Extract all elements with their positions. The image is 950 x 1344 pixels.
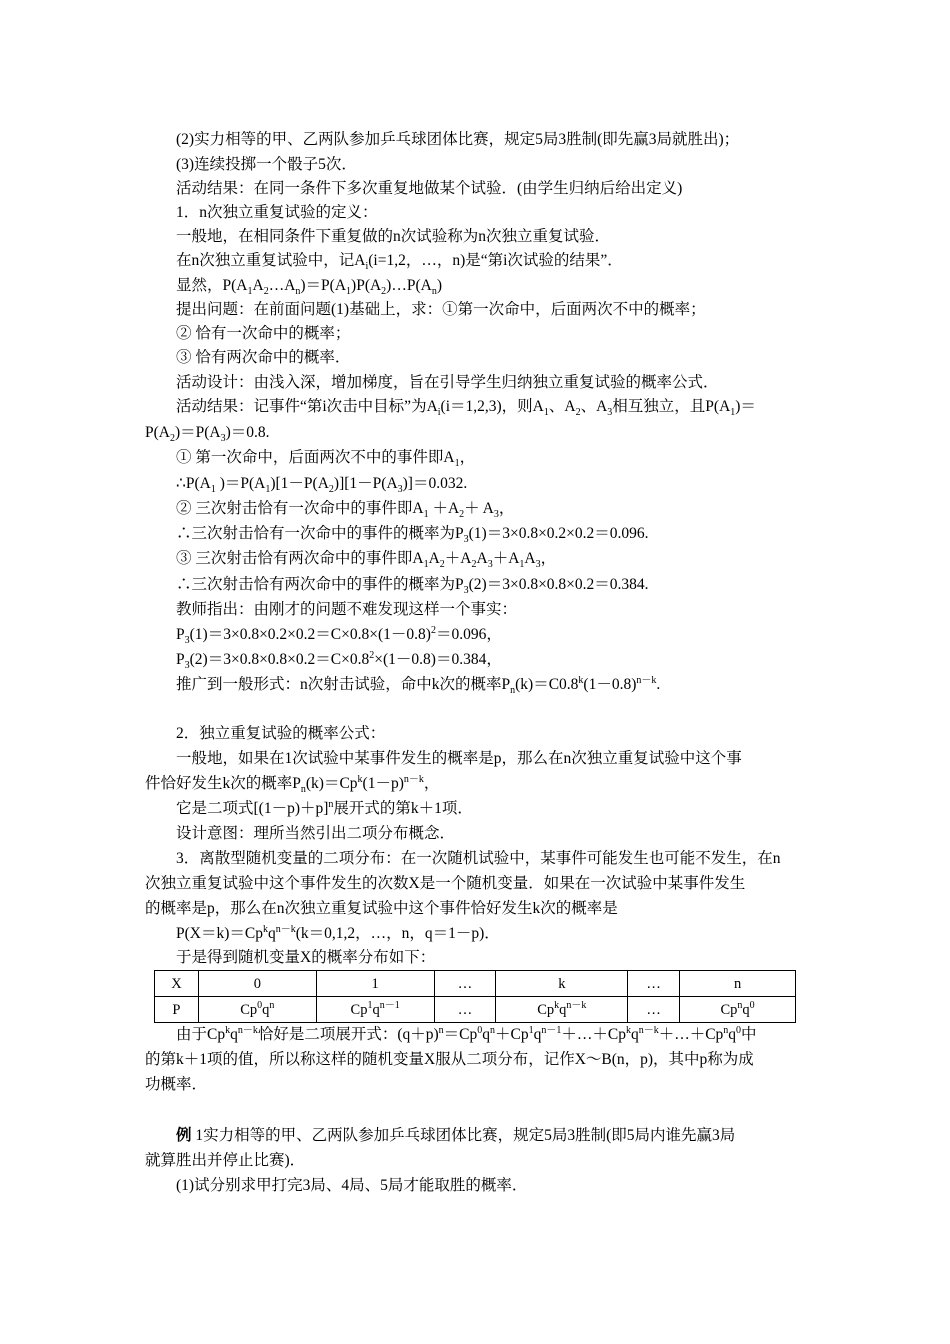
text: (2)实力相等的甲、乙两队参加乒乓球团体比赛，规定5局3胜制(即先赢3局就胜出)；: [176, 131, 740, 148]
text: ＋Cp: [495, 1026, 529, 1043]
formula-line: [176, 1023, 806, 1047]
superscript: k: [625, 1024, 631, 1036]
text: 、A: [580, 398, 608, 415]
subscript: 1: [423, 559, 429, 571]
superscript: k: [578, 674, 584, 686]
text: 设计意图：理所当然引出二项分布概念．: [176, 825, 456, 842]
text: ∴三次射击恰有一次命中的事件的概率为P: [176, 525, 464, 542]
text: (1)试分别求甲打完3局、4局、5局才能取胜的概率．: [176, 1177, 528, 1194]
text: ，: [459, 449, 476, 466]
text-line: [176, 946, 806, 970]
text: .: [656, 676, 661, 693]
text-line: [176, 346, 806, 370]
table-cell: P: [155, 997, 199, 1023]
superscript: k: [262, 923, 268, 935]
text: P(X＝k)＝Cp: [176, 925, 263, 942]
subscript: 2: [575, 407, 581, 419]
text: Cp: [537, 1001, 555, 1018]
superscript: k: [357, 773, 363, 785]
subscript: 2: [381, 286, 387, 298]
subscript: 1: [265, 484, 271, 496]
text: Cp: [350, 1001, 368, 1018]
text: (1)＝3×0.8×0.2×0.2＝0.096.: [468, 525, 649, 542]
table-row: [155, 971, 796, 997]
text: ② 恰有一次命中的概率；: [176, 325, 351, 342]
table-cell: [316, 997, 434, 1023]
subscript: 2: [471, 559, 477, 571]
superscript: n: [269, 999, 275, 1011]
text: )…P(A: [386, 277, 432, 294]
text: (k)＝C0.8: [515, 676, 579, 693]
text: ＋A: [492, 550, 520, 567]
table-cell: …: [628, 997, 680, 1023]
text-line: [176, 547, 806, 571]
subscript: i: [437, 407, 441, 419]
text: )＝0.8.: [225, 424, 270, 441]
text-line: [145, 872, 805, 896]
text: ＋A: [428, 500, 460, 517]
text-line: [145, 1048, 805, 1072]
section-heading: [176, 201, 806, 225]
text-line: [176, 128, 806, 152]
text: (1)＝3×0.8×0.2×0.2＝C×0.8×(1－0.8): [189, 626, 431, 643]
text: ，: [423, 775, 440, 792]
subscript: 3: [184, 660, 190, 672]
text: (i＝1,2,3)，则A: [440, 398, 544, 415]
text: q: [742, 1001, 750, 1018]
text-line: [176, 446, 806, 470]
text: ∴三次射击恰有两次命中的事件的概率为P: [176, 576, 464, 593]
formula-line: [176, 623, 806, 647]
superscript: n－k: [237, 1024, 258, 1036]
text: A: [252, 277, 264, 294]
subscript: 1: [247, 286, 253, 298]
superscript: n－1: [379, 999, 400, 1011]
table-cell: 0: [198, 971, 316, 997]
text: ，: [540, 550, 557, 567]
text-line: [145, 421, 805, 445]
subscript: 3: [607, 407, 613, 419]
subscript: 2: [439, 559, 445, 571]
formula-line: [176, 922, 806, 946]
text-line: [176, 249, 806, 273]
text: ): [436, 277, 442, 294]
text: )＝P(A: [174, 424, 221, 441]
subscript: 3: [487, 559, 493, 571]
subscript: 1: [210, 484, 216, 496]
superscript: 2: [369, 649, 375, 661]
text: 在n次独立重复试验中，记A: [176, 252, 366, 269]
text: 由于Cp: [176, 1026, 226, 1043]
text-line: [176, 822, 806, 846]
superscript: n: [438, 1024, 444, 1036]
text: 一般地，在相同条件下重复做的n次试验称为n次独立重复试验．: [176, 228, 611, 245]
text: 次独立重复试验中这个事件发生的次数X是一个随机变量．如果在一次试验中某事件发生: [145, 875, 746, 892]
text: 1．n次独立重复试验的定义：: [176, 204, 378, 221]
text: A: [476, 550, 488, 567]
text: 功概率．: [145, 1076, 208, 1093]
text: q: [533, 1026, 542, 1043]
table-cell: [496, 997, 628, 1023]
example-heading: [176, 1124, 806, 1148]
text: 活动结果：记事件“第i次击中目标”为A: [176, 398, 438, 415]
text: ＝0.096，: [435, 626, 502, 643]
text: q: [482, 1026, 491, 1043]
superscript: k: [225, 1024, 231, 1036]
formula-line: [176, 648, 806, 672]
text-line: [176, 522, 806, 546]
subscript: 2: [263, 286, 269, 298]
subscript: 3: [463, 534, 469, 546]
table-cell: n: [680, 971, 796, 997]
table-cell: …: [434, 971, 496, 997]
subscript: 3: [463, 585, 469, 597]
text: ② 三次射击恰有一次命中的事件即A: [176, 500, 424, 517]
text: 件恰好发生k次的概率P: [145, 775, 301, 792]
text: q: [262, 1001, 270, 1018]
text-line: [176, 225, 806, 249]
text: ∴P(A: [176, 475, 211, 492]
subscript: 1: [730, 407, 736, 419]
text-line: [176, 371, 806, 395]
text: q: [728, 1026, 737, 1043]
example-label: 例: [176, 1127, 192, 1144]
text: …A: [268, 277, 296, 294]
table-cell: [198, 997, 316, 1023]
subscript: 2: [459, 509, 465, 521]
text-line: [145, 1149, 805, 1173]
text: )＝P(A: [300, 277, 347, 294]
section-heading: [176, 722, 806, 746]
subscript: 1: [543, 407, 549, 419]
text-line: [176, 747, 806, 771]
text: 中: [741, 1026, 757, 1043]
text: 2．独立重复试验的概率公式：: [176, 725, 386, 742]
text: 相互独立，且P(A: [612, 398, 731, 415]
text: ③ 三次射击恰有两次命中的事件即A: [176, 550, 424, 567]
text: 就算胜出并停止比赛)．: [145, 1152, 306, 1169]
text: ③ 恰有两次命中的概率．: [176, 349, 351, 366]
text: Cp: [720, 1001, 738, 1018]
text: A: [428, 550, 440, 567]
text: Cp: [240, 1001, 258, 1018]
formula-line: [145, 772, 805, 796]
text: (i=1,2，…，n)是“第i次试验的结果”．: [368, 252, 623, 269]
text: (2)＝3×0.8×0.8×0.2＝C×0.8: [189, 651, 370, 668]
superscript: n: [490, 1024, 496, 1036]
text-line: [176, 153, 806, 177]
superscript: 0: [749, 999, 755, 1011]
superscript: 0: [257, 999, 263, 1011]
text: ＋…＋Cp: [561, 1026, 626, 1043]
subscript: 1: [346, 286, 352, 298]
superscript: 1: [367, 999, 373, 1011]
text: 提出问题：在前面问题(1)基础上，求：①第一次命中，后面两次不中的概率；: [176, 301, 706, 318]
text: 教师指出：由刚才的问题不难发现这样一个事实：: [176, 601, 518, 618]
text-line: [145, 897, 805, 921]
subscript: 3: [220, 433, 226, 445]
superscript: n－k: [403, 773, 424, 785]
superscript: 2: [430, 624, 436, 636]
text: )[1－P(A: [270, 475, 329, 492]
text: (2)＝3×0.8×0.8×0.2＝0.384.: [468, 576, 649, 593]
text: ×(1－0.8)＝0.384，: [374, 651, 502, 668]
text: 它是二项式[(1－p)＋p]: [176, 800, 329, 817]
subscript: 3: [397, 484, 403, 496]
text: )][1－P(A: [333, 475, 398, 492]
superscript: n: [328, 798, 334, 810]
text: q: [267, 925, 276, 942]
text: (3)连续投掷一个骰子5次．: [176, 156, 357, 173]
superscript: n－1: [541, 1024, 562, 1036]
text: 恰好是二项展开式：(q＋p): [257, 1026, 439, 1043]
text-line: [145, 1073, 805, 1097]
subscript: i: [365, 261, 369, 273]
text: 一般地，如果在1次试验中某事件发生的概率是p，那么在n次独立重复试验中这个事: [176, 750, 742, 767]
superscript: n－k: [638, 1024, 659, 1036]
distribution-table: [154, 970, 796, 1023]
superscript: n: [723, 1024, 729, 1036]
text: P(A: [145, 424, 170, 441]
text: ＋…＋Cp: [658, 1026, 724, 1043]
subscript: 3: [493, 509, 499, 521]
text-line: [176, 573, 806, 597]
text-line: [176, 1174, 806, 1198]
text: 推广到一般形式：n次射击试验，命中k次的概率P: [176, 676, 511, 693]
text-line: [176, 797, 806, 821]
text: )P(A: [351, 277, 382, 294]
superscript: n: [737, 999, 743, 1011]
table-cell: X: [155, 971, 199, 997]
text: ＋A: [444, 550, 472, 567]
subscript: 3: [184, 635, 190, 647]
table-cell: …: [628, 971, 680, 997]
text: ，: [498, 500, 515, 517]
text-line: [176, 177, 806, 201]
subscript: 1: [454, 458, 460, 470]
table-cell: [680, 997, 796, 1023]
subscript: 3: [535, 559, 541, 571]
superscript: 0: [736, 1024, 742, 1036]
text-line: [176, 298, 806, 322]
text-line: [176, 322, 806, 346]
subscript: n: [431, 286, 437, 298]
subscript: 2: [328, 484, 334, 496]
superscript: 0: [477, 1024, 483, 1036]
text: q: [230, 1026, 238, 1043]
text: P: [176, 626, 185, 643]
subscript: n: [295, 286, 301, 298]
superscript: 1: [528, 1024, 534, 1036]
text: q: [372, 1001, 380, 1018]
text: 3．离散型随机变量的二项分布：在一次随机试验中，某事件可能发生也可能不发生，在n: [176, 850, 781, 867]
text: P: [176, 651, 185, 668]
superscript: n－k: [275, 923, 296, 935]
text: 活动结果：在同一条件下多次重复地做某个试验．(由学生归纳后给出定义): [176, 180, 683, 197]
text: 展开式的第k＋1项．: [333, 800, 473, 817]
text-line: [176, 673, 806, 697]
text: ＝Cp: [443, 1026, 478, 1043]
formula-line: [176, 472, 806, 496]
text: )＝P(A: [215, 475, 266, 492]
text-line: [176, 395, 806, 419]
text: 、A: [548, 398, 576, 415]
superscript: n－k: [636, 674, 657, 686]
text: 于是得到随机变量X的概率分布如下：: [176, 949, 436, 966]
text-line: [176, 497, 806, 521]
text: (k＝0,1,2，…，n，q＝1－p)．: [295, 925, 500, 942]
text: A: [524, 550, 536, 567]
table-cell: 1: [316, 971, 434, 997]
subscript: n: [300, 784, 306, 796]
table-row: [155, 997, 796, 1023]
section-heading: [176, 847, 806, 871]
text: 显然，P(A: [176, 277, 248, 294]
text: q: [559, 1001, 567, 1018]
text: ① 第一次命中，后面两次不中的事件即A: [176, 449, 455, 466]
text-line: [176, 598, 806, 622]
table-cell: k: [496, 971, 628, 997]
superscript: k: [554, 999, 560, 1011]
table-cell: …: [434, 997, 496, 1023]
subscript: 1: [423, 509, 429, 521]
text: q: [630, 1026, 639, 1043]
text: (1－0.8): [583, 676, 637, 693]
subscript: 2: [169, 433, 175, 445]
text: (1－p): [362, 775, 404, 792]
text: )＝: [735, 398, 756, 415]
formula-line: [176, 274, 806, 298]
text: 的第k＋1项的值，所以称这样的随机变量X服从二项分布，记作X～B(n，p)，其中p称为成: [145, 1051, 754, 1068]
text: 的概率是p，那么在n次独立重复试验中这个事件恰好发生k次的概率是: [145, 900, 618, 917]
subscript: n: [510, 685, 516, 697]
text: )]＝0.032.: [402, 475, 468, 492]
text: 1实力相等的甲、乙两队参加乒乓球团体比赛，规定5局3胜制(即5局内谁先赢3局: [191, 1127, 736, 1144]
subscript: 1: [519, 559, 525, 571]
text: 活动设计：由浅入深，增加梯度，旨在引导学生归纳独立重复试验的概率公式．: [176, 374, 719, 391]
text: (k)＝Cp: [305, 775, 358, 792]
superscript: n－k: [566, 999, 587, 1011]
text: ＋ A: [464, 500, 494, 517]
